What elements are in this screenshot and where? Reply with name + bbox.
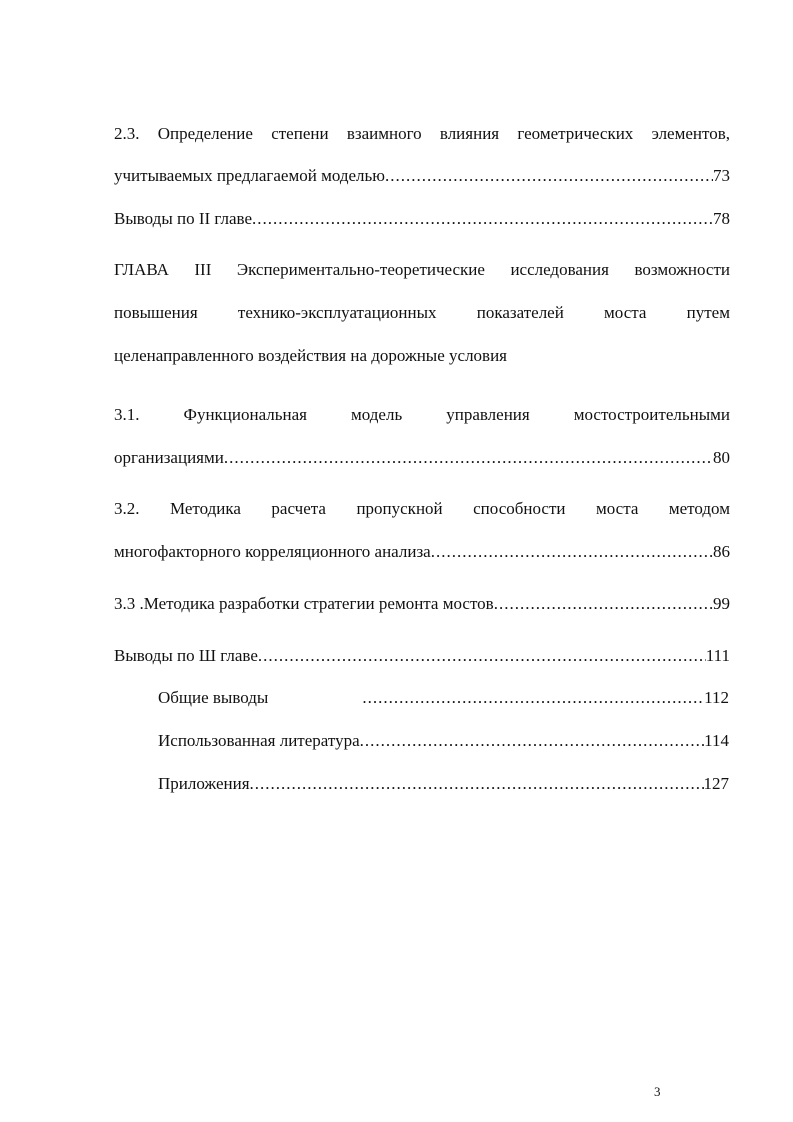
dot-leader — [431, 540, 713, 564]
toc-word: III — [194, 260, 212, 279]
dot-leader — [224, 446, 713, 470]
toc-page-number: 111 — [705, 646, 730, 665]
toc-word: показателей — [476, 303, 564, 322]
toc-entry-title: Приложения — [158, 774, 250, 793]
toc-word: способности — [473, 499, 566, 518]
toc-entry-general-conclusions — [158, 686, 729, 710]
toc-word: пропускной — [356, 499, 443, 518]
toc-page-number: 80 — [713, 448, 730, 467]
dot-leader — [362, 686, 704, 710]
dot-leader — [385, 164, 713, 188]
toc-entry-2-3-line1 — [114, 122, 730, 146]
toc-word: возможности — [634, 260, 730, 279]
toc-word: Экспериментально-теоретические — [236, 260, 485, 279]
toc-page-number: 127 — [703, 774, 729, 793]
toc-entry-2-3-line2 — [114, 164, 730, 188]
toc-word: расчета — [271, 499, 326, 518]
toc-word: элементов, — [651, 124, 730, 143]
toc-entry-title: многофакторного корреляционного анализа — [114, 542, 431, 561]
toc-entry-3-3 — [114, 592, 730, 616]
toc-entry-title: учитываемых предлагаемой моделью — [114, 166, 385, 185]
toc-word: технико-эксплуатационных — [237, 303, 437, 322]
toc-word: модель — [351, 405, 403, 424]
toc-word: повышения — [114, 303, 198, 322]
toc-entry-title: Выводы по Ш главе — [114, 646, 258, 665]
toc-word: степени — [271, 124, 329, 143]
toc-entry-3-2-line2 — [114, 540, 730, 564]
toc-entry-conclusions-ch2 — [114, 207, 730, 231]
dot-leader — [360, 729, 705, 753]
toc-word: 3.2. — [114, 499, 140, 518]
toc-entry-title: организациями — [114, 448, 224, 467]
toc-word: ГЛАВА — [114, 260, 169, 279]
toc-chapter-3-line2 — [114, 301, 730, 325]
toc-entry-title: 3.3 .Методика разработки стратегии ремонта мостов — [114, 594, 494, 613]
toc-word: 2.3. — [114, 124, 140, 143]
toc-word: моста — [595, 499, 639, 518]
toc-word: взаимного — [346, 124, 422, 143]
dot-leader — [252, 207, 713, 231]
toc-word: путем — [686, 303, 730, 322]
dot-leader — [258, 644, 706, 668]
toc-word: 3.1. — [114, 405, 140, 424]
toc-page-number: 112 — [704, 688, 729, 707]
toc-entry-references — [158, 729, 729, 753]
toc-entry-3-1-line2 — [114, 446, 730, 470]
toc-word: мостостроительными — [573, 405, 730, 424]
toc-word: исследования — [510, 260, 609, 279]
dot-leader — [494, 592, 713, 616]
toc-word: Методика — [169, 499, 241, 518]
toc-page-number: 78 — [713, 209, 730, 228]
page-number: 3 — [654, 1084, 661, 1099]
toc-entry-title: Использованная литература — [158, 731, 360, 750]
toc-entry-title: Общие выводы — [158, 688, 269, 707]
toc-entry-title: Выводы по II главе — [114, 209, 253, 228]
toc-page-number: 114 — [704, 731, 729, 750]
toc-word: геометрических — [517, 124, 634, 143]
toc-word: управления — [446, 405, 530, 424]
toc-chapter-3-line1 — [114, 258, 730, 282]
toc-word: методом — [668, 499, 730, 518]
toc-entry-appendices — [158, 772, 729, 796]
toc-entry-conclusions-ch3 — [114, 644, 730, 668]
toc-entry-3-2-line1 — [114, 497, 730, 521]
toc-page-number: 86 — [713, 542, 730, 561]
toc-page-number: 73 — [713, 166, 730, 185]
dot-leader — [250, 772, 704, 796]
toc-page-number: 99 — [713, 594, 730, 613]
toc-word: Функциональная — [183, 405, 307, 424]
toc-entry-3-1-line1 — [114, 403, 730, 427]
toc-chapter-3-line3: целенаправленного воздействия на дорожные условия — [114, 346, 507, 365]
toc-word: Определение — [157, 124, 253, 143]
toc-word: влияния — [439, 124, 500, 143]
toc-word: моста — [604, 303, 647, 322]
